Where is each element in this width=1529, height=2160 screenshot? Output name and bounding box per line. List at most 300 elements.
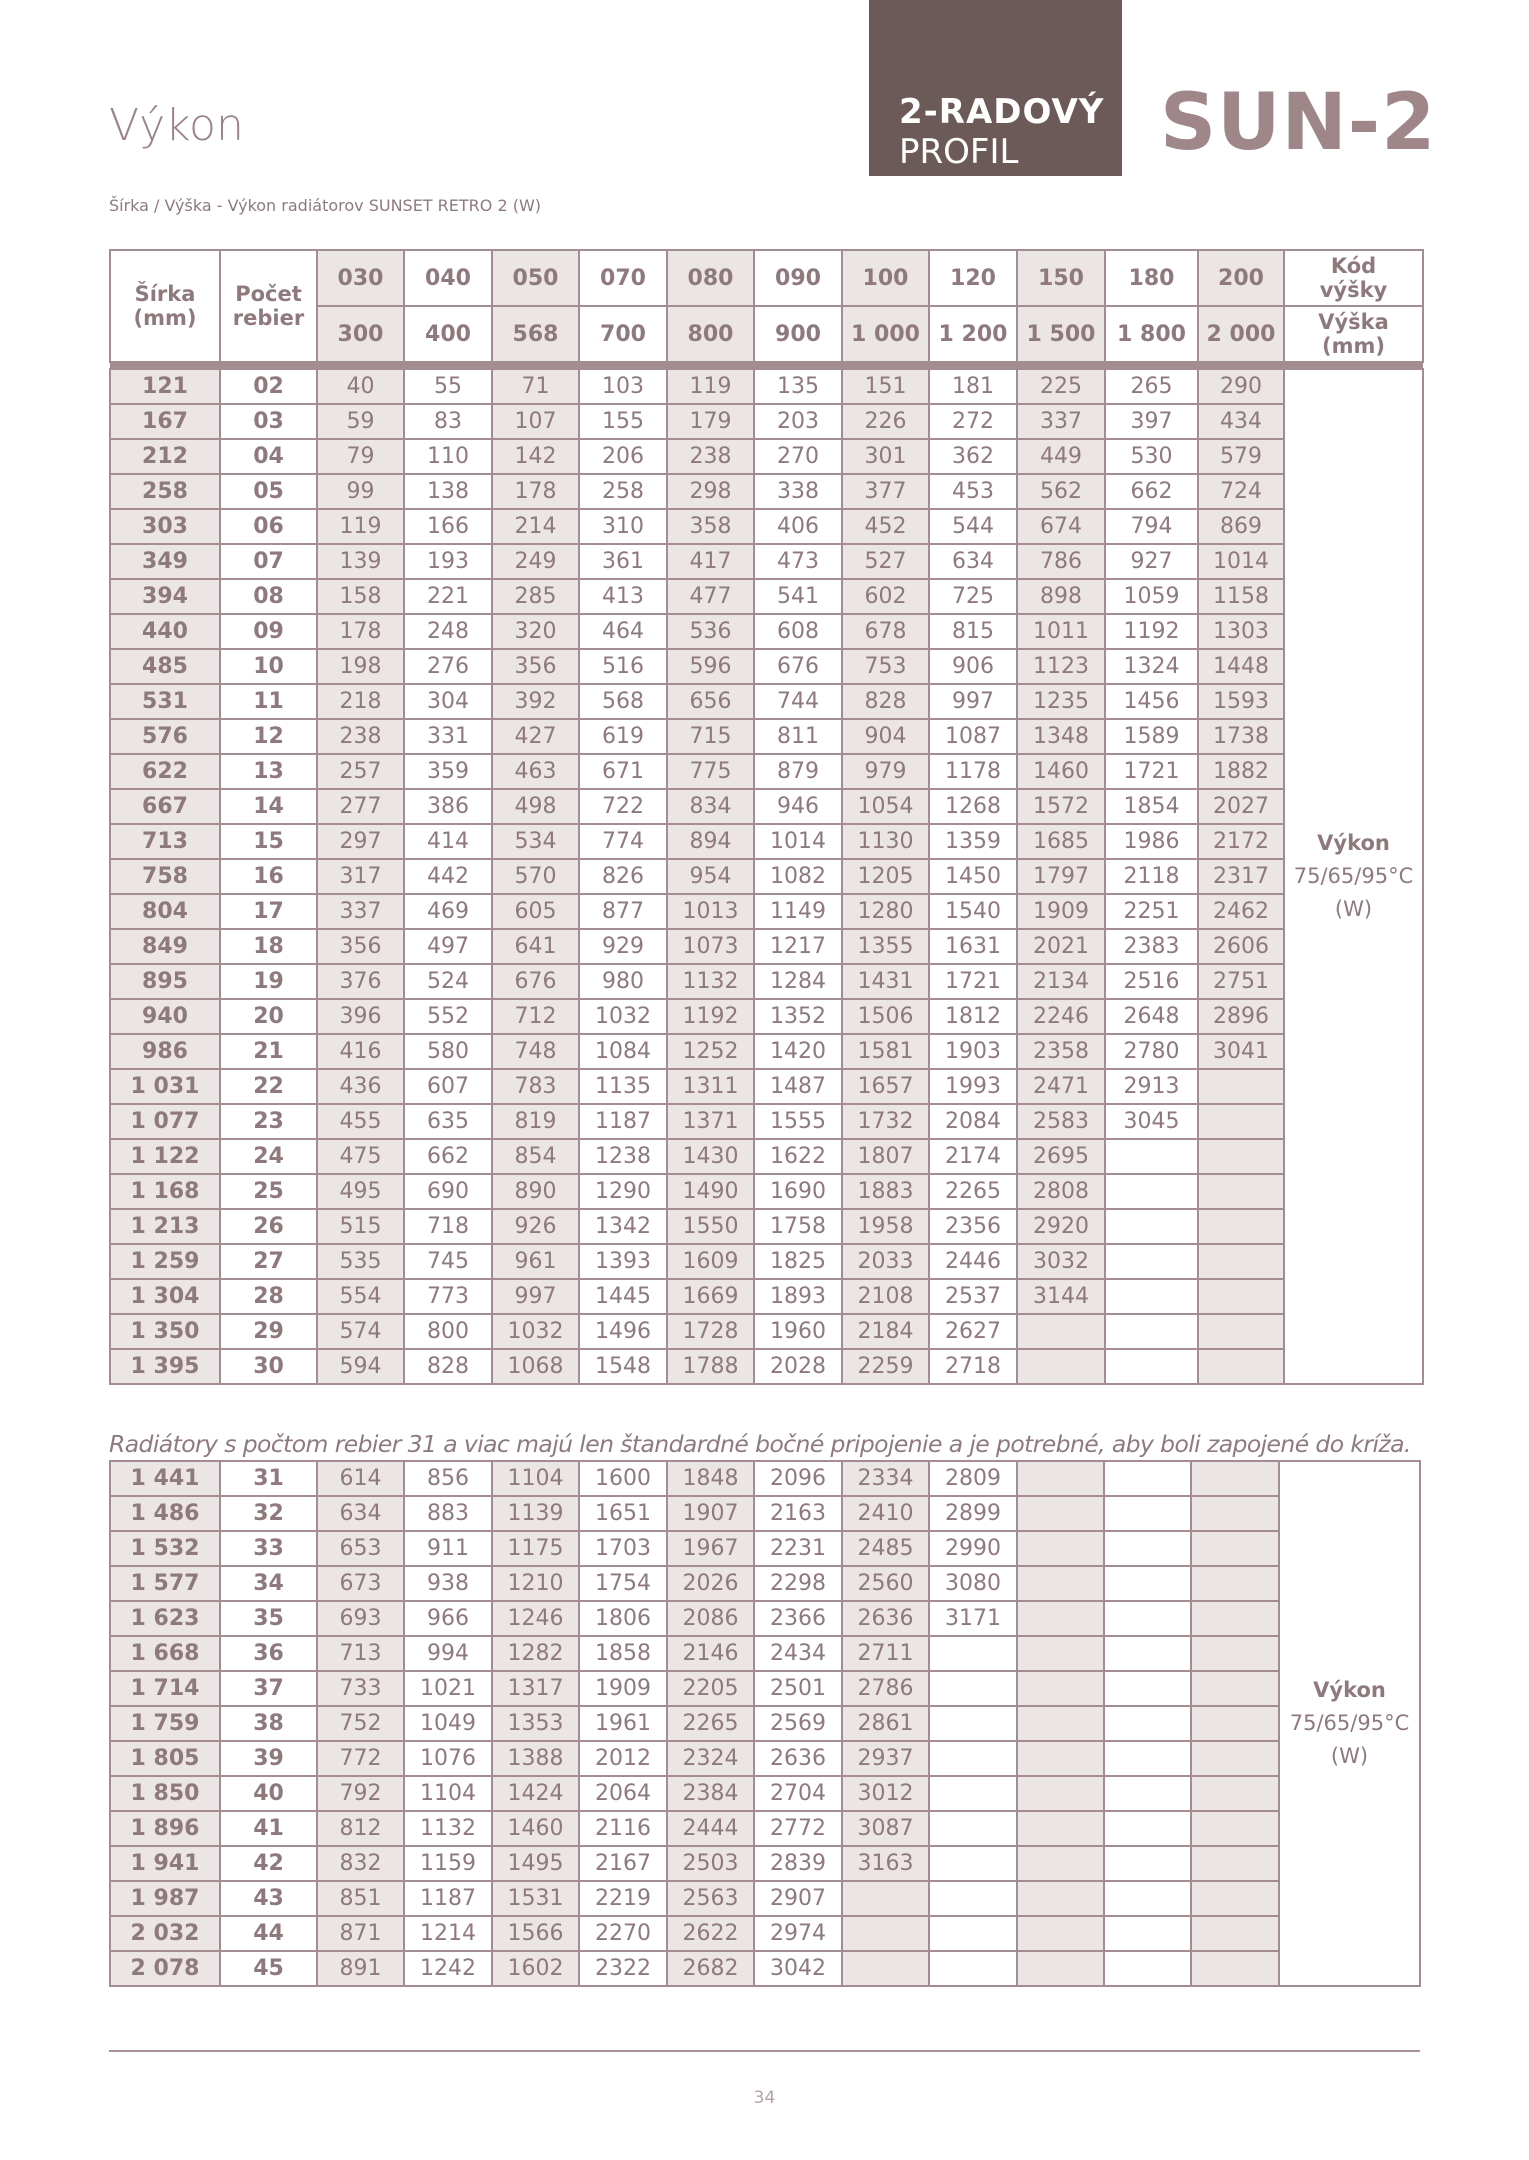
- height-code-090: 090: [754, 250, 842, 306]
- power-value-cell: 320: [492, 614, 579, 649]
- power-value-cell: 2134: [1017, 964, 1105, 999]
- power-value-cell: 1657: [842, 1069, 929, 1104]
- power-value-cell: 406: [754, 509, 842, 544]
- table-row: [110, 1531, 1420, 1566]
- fins-cell: 27: [220, 1244, 317, 1279]
- width-cell: 1 623: [110, 1601, 220, 1636]
- power-value-cell: 2084: [929, 1104, 1017, 1139]
- height-code-120: 120: [929, 250, 1017, 306]
- power-value-cell: [1104, 1846, 1191, 1881]
- power-value-cell: 1175: [492, 1531, 579, 1566]
- table-row: [110, 1279, 1423, 1314]
- power-value-cell: 580: [404, 1034, 492, 1069]
- power-value-cell: 193: [404, 544, 492, 579]
- power-value-cell: 1986: [1105, 824, 1198, 859]
- power-value-cell: [1104, 1741, 1191, 1776]
- power-value-cell: 712: [492, 999, 579, 1034]
- power-value-cell: 1217: [754, 929, 842, 964]
- power-value-cell: 1487: [754, 1069, 842, 1104]
- power-value-cell: 358: [667, 509, 754, 544]
- power-value-cell: 2356: [929, 1209, 1017, 1244]
- power-value-cell: 221: [404, 579, 492, 614]
- power-value-cell: 1651: [579, 1496, 667, 1531]
- table-row: [110, 439, 1423, 474]
- power-value-cell: 1602: [492, 1951, 579, 1986]
- power-value-cell: 1806: [579, 1601, 667, 1636]
- power-value-cell: 1448: [1198, 649, 1284, 684]
- power-value-cell: 574: [317, 1314, 404, 1349]
- power-value-cell: 869: [1198, 509, 1284, 544]
- power-value-cell: [929, 1671, 1017, 1706]
- power-value-cell: 773: [404, 1279, 492, 1314]
- power-value-cell: 3087: [842, 1811, 929, 1846]
- width-cell: 1 987: [110, 1881, 220, 1916]
- power-value-cell: 1883: [842, 1174, 929, 1209]
- power-value-cell: 2118: [1105, 859, 1198, 894]
- power-value-cell: 1132: [667, 964, 754, 999]
- power-value-cell: 71: [492, 369, 579, 404]
- fins-cell: 28: [220, 1279, 317, 1314]
- power-value-cell: 238: [667, 439, 754, 474]
- power-value-cell: 3045: [1105, 1104, 1198, 1139]
- fins-cell: 34: [220, 1566, 317, 1601]
- power-value-cell: 1961: [579, 1706, 667, 1741]
- power-value-cell: 811: [754, 719, 842, 754]
- power-value-cell: 904: [842, 719, 929, 754]
- width-cell: 303: [110, 509, 220, 544]
- width-cell: 2 032: [110, 1916, 220, 1951]
- model-code: SUN-2: [1160, 78, 1437, 168]
- power-value-cell: 2231: [754, 1531, 842, 1566]
- power-value-cell: [1198, 1209, 1284, 1244]
- height-code-row: [110, 250, 1423, 306]
- power-value-cell: 2444: [667, 1811, 754, 1846]
- power-value-cell: 2786: [842, 1671, 929, 1706]
- power-value-cell: 524: [404, 964, 492, 999]
- width-cell: 1 850: [110, 1776, 220, 1811]
- power-value-cell: 2718: [929, 1349, 1017, 1384]
- power-value-cell: 812: [317, 1811, 404, 1846]
- width-cell: 1 213: [110, 1209, 220, 1244]
- code-label-2: výšky: [1319, 278, 1388, 302]
- table-row: [110, 1636, 1420, 1671]
- power-value-cell: 3144: [1017, 1279, 1105, 1314]
- fins-cell: 07: [220, 544, 317, 579]
- power-unit: (W): [1334, 897, 1373, 921]
- power-value-cell: 1812: [929, 999, 1017, 1034]
- power-value-cell: 2695: [1017, 1139, 1105, 1174]
- fins-cell: 03: [220, 404, 317, 439]
- power-value-cell: 602: [842, 579, 929, 614]
- fins-cell: 22: [220, 1069, 317, 1104]
- table-row: [110, 1776, 1420, 1811]
- table-row: [110, 1916, 1420, 1951]
- power-value-cell: 2537: [929, 1279, 1017, 1314]
- power-value-cell: 2026: [667, 1566, 754, 1601]
- power-value-cell: 1572: [1017, 789, 1105, 824]
- power-value-cell: 2172: [1198, 824, 1284, 859]
- power-value-cell: [929, 1636, 1017, 1671]
- table-row: [110, 1209, 1423, 1244]
- power-value-cell: 671: [579, 754, 667, 789]
- power-value-cell: 2108: [842, 1279, 929, 1314]
- power-value-cell: 2751: [1198, 964, 1284, 999]
- width-cell: 1 486: [110, 1496, 220, 1531]
- power-value-cell: 2636: [754, 1741, 842, 1776]
- power-value-cell: [929, 1951, 1017, 1986]
- power-value-cell: 568: [579, 684, 667, 719]
- power-value-cell: [929, 1741, 1017, 1776]
- table-row: [110, 1461, 1420, 1496]
- power-value-cell: 477: [667, 579, 754, 614]
- fins-cell: 13: [220, 754, 317, 789]
- power-value-cell: 463: [492, 754, 579, 789]
- power-value-cell: 834: [667, 789, 754, 824]
- power-value-cell: 331: [404, 719, 492, 754]
- power-value-cell: 605: [492, 894, 579, 929]
- power-value-cell: 1721: [929, 964, 1017, 999]
- power-value-cell: 434: [1198, 404, 1284, 439]
- power-value-cell: [1104, 1496, 1191, 1531]
- power-value-cell: 1104: [492, 1461, 579, 1496]
- table-row: [110, 1496, 1420, 1531]
- power-value-cell: 2410: [842, 1496, 929, 1531]
- fins-cell: 35: [220, 1601, 317, 1636]
- power-value-cell: 2711: [842, 1636, 929, 1671]
- height-mm-1: 400: [404, 306, 492, 362]
- power-value-cell: [1017, 1706, 1104, 1741]
- table-row: [110, 964, 1423, 999]
- power-value-cell: 2146: [667, 1636, 754, 1671]
- power-value-cell: 1242: [404, 1951, 492, 1986]
- power-value-cell: 178: [492, 474, 579, 509]
- power-value-cell: 2622: [667, 1916, 754, 1951]
- power-value-cell: 2265: [929, 1174, 1017, 1209]
- width-header-label: Šírka: [134, 282, 196, 306]
- width-cell: 1 031: [110, 1069, 220, 1104]
- power-value-cell: 248: [404, 614, 492, 649]
- power-value-cell: 449: [1017, 439, 1105, 474]
- power-value-cell: 994: [404, 1636, 492, 1671]
- power-value-cell: 1622: [754, 1139, 842, 1174]
- power-value-cell: 1290: [579, 1174, 667, 1209]
- power-value-cell: 1076: [404, 1741, 492, 1776]
- fins-cell: 17: [220, 894, 317, 929]
- width-cell: 1 668: [110, 1636, 220, 1671]
- power-value-cell: 674: [1017, 509, 1105, 544]
- power-value-cell: 473: [754, 544, 842, 579]
- power-value-cell: 2219: [579, 1881, 667, 1916]
- power-value-cell: 2434: [754, 1636, 842, 1671]
- power-value-cell: [1104, 1916, 1191, 1951]
- power-value-cell: 2298: [754, 1566, 842, 1601]
- power-value-cell: 1355: [842, 929, 929, 964]
- power-value-cell: 83: [404, 404, 492, 439]
- power-value-cell: 733: [317, 1671, 404, 1706]
- power-value-cell: 536: [667, 614, 754, 649]
- power-value-cell: 110: [404, 439, 492, 474]
- page-number: 34: [753, 2088, 776, 2108]
- height-mm-0: 300: [317, 306, 404, 362]
- power-value-cell: 1032: [492, 1314, 579, 1349]
- power-value-cell: 2636: [842, 1601, 929, 1636]
- power-value-cell: 2974: [754, 1916, 842, 1951]
- power-value-cell: 2896: [1198, 999, 1284, 1034]
- power-value-cell: 2471: [1017, 1069, 1105, 1104]
- power-value-cell: 911: [404, 1531, 492, 1566]
- power-value-cell: [1105, 1244, 1198, 1279]
- power-value-cell: 554: [317, 1279, 404, 1314]
- power-value-cell: [1104, 1601, 1191, 1636]
- table-row: [110, 1034, 1423, 1069]
- power-value-cell: 396: [317, 999, 404, 1034]
- power-value-cell: 2780: [1105, 1034, 1198, 1069]
- table-row: [110, 579, 1423, 614]
- power-value-cell: [1104, 1811, 1191, 1846]
- power-value-cell: 1506: [842, 999, 929, 1034]
- fins-cell: 14: [220, 789, 317, 824]
- power-value-cell: 898: [1017, 579, 1105, 614]
- power-value-cell: 1013: [667, 894, 754, 929]
- power-value-cell: 359: [404, 754, 492, 789]
- width-cell: 1 577: [110, 1566, 220, 1601]
- height-label-cell: [1284, 306, 1423, 362]
- power-value-cell: 1548: [579, 1349, 667, 1384]
- power-value-cell: 2086: [667, 1601, 754, 1636]
- power-value-cell: 1178: [929, 754, 1017, 789]
- fins-cell: 16: [220, 859, 317, 894]
- power-value-cell: 498: [492, 789, 579, 824]
- power-value-cell: 607: [404, 1069, 492, 1104]
- power-value-cell: 142: [492, 439, 579, 474]
- fins-header-label-2: rebier: [232, 306, 305, 330]
- power-value-cell: 2772: [754, 1811, 842, 1846]
- power-value-cell: 1732: [842, 1104, 929, 1139]
- width-cell: 849: [110, 929, 220, 964]
- power-value-cell: 1430: [667, 1139, 754, 1174]
- table-row: [110, 1139, 1423, 1174]
- power-value-cell: 203: [754, 404, 842, 439]
- power-value-cell: [1198, 1244, 1284, 1279]
- power-value-cell: 748: [492, 1034, 579, 1069]
- power-value-cell: [1104, 1531, 1191, 1566]
- power-value-cell: 2027: [1198, 789, 1284, 824]
- power-value-cell: 2563: [667, 1881, 754, 1916]
- power-value-cell: 1388: [492, 1741, 579, 1776]
- fins-cell: 40: [220, 1776, 317, 1811]
- fins-cell: 09: [220, 614, 317, 649]
- power-value-cell: 497: [404, 929, 492, 964]
- power-value-cell: 713: [317, 1636, 404, 1671]
- table-row: [110, 1314, 1423, 1349]
- power-value-cell: 890: [492, 1174, 579, 1209]
- power-value-cell: 641: [492, 929, 579, 964]
- power-value-cell: 745: [404, 1244, 492, 1279]
- power-value-cell: [1104, 1776, 1191, 1811]
- width-cell: 986: [110, 1034, 220, 1069]
- power-value-cell: 1967: [667, 1531, 754, 1566]
- power-value-cell: 1032: [579, 999, 667, 1034]
- power-value-cell: 270: [754, 439, 842, 474]
- power-unit-label: [1284, 369, 1423, 1384]
- width-header-unit: (mm): [133, 306, 197, 330]
- table-row: [110, 789, 1423, 824]
- power-value-cell: 155: [579, 404, 667, 439]
- table-row: [110, 369, 1423, 404]
- power-value-cell: 1550: [667, 1209, 754, 1244]
- width-cell: 121: [110, 369, 220, 404]
- power-value-cell: 2808: [1017, 1174, 1105, 1209]
- power-value-cell: 277: [317, 789, 404, 824]
- power-value-cell: [1017, 1741, 1104, 1776]
- height-mm-7: 1 200: [929, 306, 1017, 362]
- table-row: [110, 1566, 1420, 1601]
- power-value-cell: 2485: [842, 1531, 929, 1566]
- power-value-cell: 828: [842, 684, 929, 719]
- width-cell: 258: [110, 474, 220, 509]
- power-value-cell: 724: [1198, 474, 1284, 509]
- power-value-cell: 413: [579, 579, 667, 614]
- power-value-cell: 198: [317, 649, 404, 684]
- fins-cell: 25: [220, 1174, 317, 1209]
- fins-header-label: Počet: [235, 282, 302, 306]
- power-value-cell: 397: [1105, 404, 1198, 439]
- power-value-cell: 2907: [754, 1881, 842, 1916]
- power-value-cell: [1191, 1461, 1279, 1496]
- power-value-cell: 516: [579, 649, 667, 684]
- power-value-cell: 656: [667, 684, 754, 719]
- width-cell: 1 896: [110, 1811, 220, 1846]
- power-value-cell: 997: [929, 684, 1017, 719]
- fins-cell: 08: [220, 579, 317, 614]
- power-value-cell: [1017, 1496, 1104, 1531]
- power-value-cell: 2501: [754, 1671, 842, 1706]
- power-value-cell: 1210: [492, 1566, 579, 1601]
- power-value-cell: 2990: [929, 1531, 1017, 1566]
- power-value-cell: 1848: [667, 1461, 754, 1496]
- width-cell: 1 077: [110, 1104, 220, 1139]
- power-value-cell: 1149: [754, 894, 842, 929]
- width-cell: 622: [110, 754, 220, 789]
- table-row: [110, 999, 1423, 1034]
- width-cell: 1 805: [110, 1741, 220, 1776]
- power-value-cell: [1105, 1279, 1198, 1314]
- power-value-cell: [1105, 1209, 1198, 1244]
- fins-cell: 23: [220, 1104, 317, 1139]
- power-value-cell: 2446: [929, 1244, 1017, 1279]
- power-value-cell: 819: [492, 1104, 579, 1139]
- power-value-cell: 2606: [1198, 929, 1284, 964]
- power-value-cell: 1317: [492, 1671, 579, 1706]
- width-cell: 1 441: [110, 1461, 220, 1496]
- power-value-cell: 1581: [842, 1034, 929, 1069]
- power-value-cell: 792: [317, 1776, 404, 1811]
- width-cell: 349: [110, 544, 220, 579]
- power-value-cell: 1424: [492, 1776, 579, 1811]
- power-value-cell: 3171: [929, 1601, 1017, 1636]
- table-row: [110, 824, 1423, 859]
- power-value-cell: 1685: [1017, 824, 1105, 859]
- power-value-cell: 414: [404, 824, 492, 859]
- width-cell: 1 759: [110, 1706, 220, 1741]
- fins-cell: 36: [220, 1636, 317, 1671]
- fins-cell: 02: [220, 369, 317, 404]
- power-value-cell: 832: [317, 1846, 404, 1881]
- power-value-cell: 301: [842, 439, 929, 474]
- power-value-cell: 1420: [754, 1034, 842, 1069]
- power-value-cell: 1280: [842, 894, 929, 929]
- power-value-cell: 178: [317, 614, 404, 649]
- power-value-cell: 2583: [1017, 1104, 1105, 1139]
- power-value-cell: 1011: [1017, 614, 1105, 649]
- power-value-cell: 2021: [1017, 929, 1105, 964]
- power-unit: (W): [1330, 1744, 1369, 1768]
- height-code-200: 200: [1198, 250, 1284, 306]
- power-value-cell: 1631: [929, 929, 1017, 964]
- profile-type: 2-RADOVÝ: [899, 92, 1105, 132]
- power-value-cell: 619: [579, 719, 667, 754]
- width-cell: 394: [110, 579, 220, 614]
- power-value-cell: [1017, 1811, 1104, 1846]
- table-row: [110, 684, 1423, 719]
- power-value-cell: 1758: [754, 1209, 842, 1244]
- power-value-cell: 1993: [929, 1069, 1017, 1104]
- power-value-cell: 2920: [1017, 1209, 1105, 1244]
- power-value-cell: [1191, 1916, 1279, 1951]
- power-value-cell: 1073: [667, 929, 754, 964]
- power-value-cell: 1014: [754, 824, 842, 859]
- power-value-cell: 2163: [754, 1496, 842, 1531]
- power-value-cell: 1353: [492, 1706, 579, 1741]
- table-row: [110, 1951, 1420, 1986]
- power-value-cell: 1555: [754, 1104, 842, 1139]
- fins-cell: 19: [220, 964, 317, 999]
- power-value-cell: 416: [317, 1034, 404, 1069]
- power-value-cell: 1132: [404, 1811, 492, 1846]
- power-value-cell: 40: [317, 369, 404, 404]
- table-row: [110, 1881, 1420, 1916]
- height-code-080: 080: [667, 250, 754, 306]
- fins-cell: 04: [220, 439, 317, 474]
- power-value-cell: 1460: [1017, 754, 1105, 789]
- width-cell: 576: [110, 719, 220, 754]
- power-value-cell: 946: [754, 789, 842, 824]
- power-value-cell: 2205: [667, 1671, 754, 1706]
- page-title: Výkon: [109, 100, 244, 151]
- table-row: [110, 859, 1423, 894]
- fins-cell: 33: [220, 1531, 317, 1566]
- power-value-cell: 2503: [667, 1846, 754, 1881]
- power-value-cell: 1496: [579, 1314, 667, 1349]
- power-value-cell: 2033: [842, 1244, 929, 1279]
- height-code-030: 030: [317, 250, 404, 306]
- header-separator: [110, 362, 1423, 369]
- fins-cell: 41: [220, 1811, 317, 1846]
- height-label-unit: (mm): [1322, 334, 1385, 358]
- width-cell: 895: [110, 964, 220, 999]
- fins-cell: 18: [220, 929, 317, 964]
- power-value-cell: 1495: [492, 1846, 579, 1881]
- power-value-cell: 1187: [579, 1104, 667, 1139]
- fins-cell: 15: [220, 824, 317, 859]
- fins-cell: 20: [220, 999, 317, 1034]
- footnote: Radiátory s počtom rebier 31 a viac majú len štandardné bočné pripojenie a je potrebné, aby boli zapojené do kríža.: [109, 1430, 1411, 1458]
- height-mm-8: 1 500: [1017, 306, 1105, 362]
- power-value-cell: 2704: [754, 1776, 842, 1811]
- width-cell: 1 714: [110, 1671, 220, 1706]
- power-value-cell: 1359: [929, 824, 1017, 859]
- power-value-cell: 634: [929, 544, 1017, 579]
